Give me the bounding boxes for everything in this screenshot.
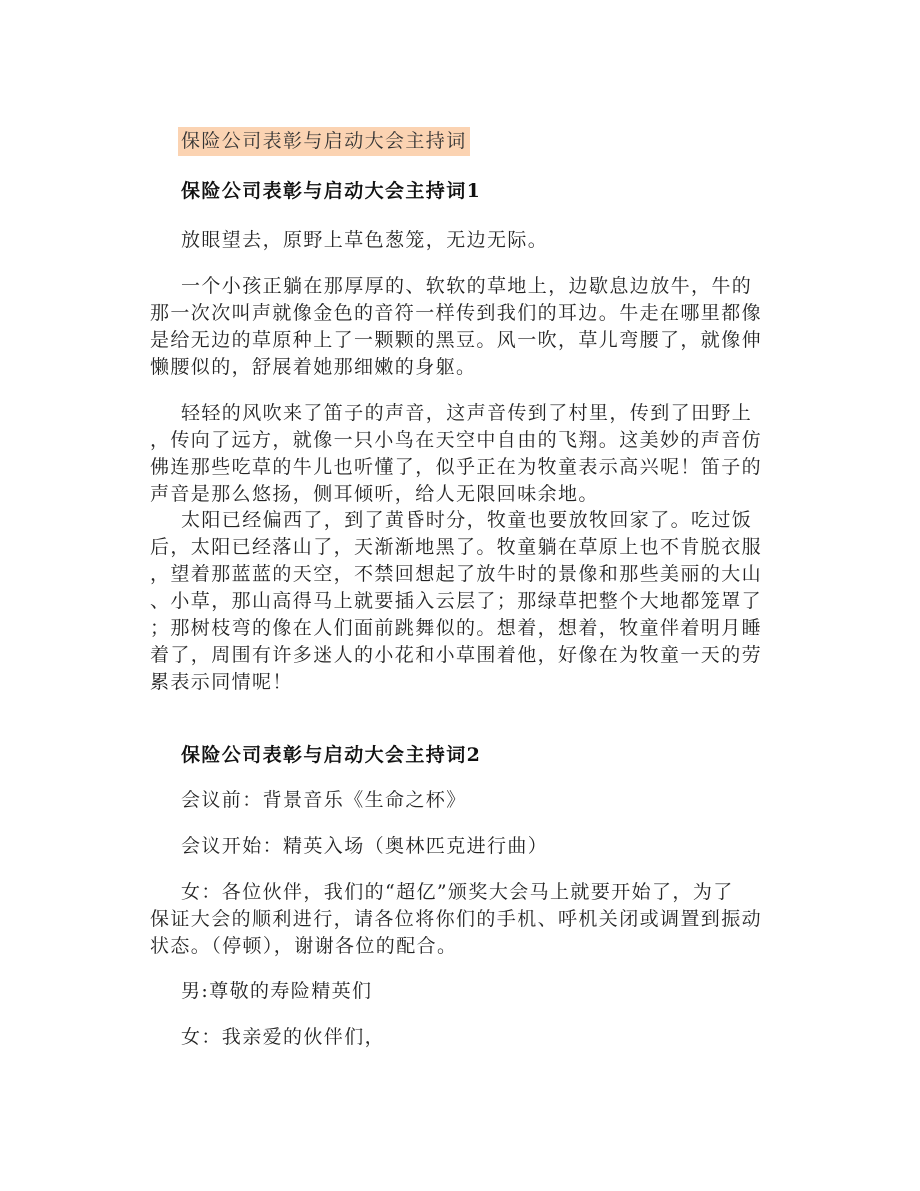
paragraph-line: 会议开始：精英入场（奥林匹克进行曲）	[181, 835, 549, 857]
paragraph	[150, 1024, 780, 1051]
paragraph-line: 太阳已经偏西了，到了黄昏时分，牧童也要放牧回家了。吃过饭	[181, 509, 753, 531]
paragraph-line: 是给无边的草原种上了一颗颗的黑豆。风一吹，草儿弯腰了，就像伸	[150, 329, 763, 351]
paragraph-line: 女：各位伙伴，我们的“超亿”颁奖大会马上就要开始了，为了	[181, 881, 734, 903]
paragraph-line: 会议前：背景音乐《生命之杯》	[181, 789, 467, 811]
paragraph-line: 声音是那么悠扬，侧耳倾听，给人无限回味余地。	[150, 483, 599, 505]
paragraph	[150, 227, 780, 254]
paragraph-line: 保证大会的顺利进行，请各位将你们的手机、呼机关闭或调置到振动	[150, 908, 763, 930]
paragraph-line: 放眼望去，原野上草色葱笼，无边无际。	[181, 229, 549, 251]
paragraph-line: 女：我亲爱的伙伴们，	[181, 1026, 386, 1048]
paragraph	[150, 879, 780, 960]
paragraph-line: 一个小孩正躺在那厚厚的、软软的草地上，边歇息边放牛，牛的	[181, 275, 753, 297]
paragraph-line: 、小草，那山高得马上就要插入云层了；那绿草把整个大地都笼罩了	[150, 590, 763, 612]
section-heading: 保险公司表彰与启动大会主持词2	[181, 744, 482, 766]
paragraph-line: ；那树枝弯的像在人们面前跳舞似的。想着，想着，牧童伴着明月睡	[150, 617, 763, 639]
paragraph	[150, 833, 780, 860]
paragraph	[150, 400, 780, 508]
paragraph	[150, 978, 780, 1005]
paragraph-line: 状态。（停顿），谢谢各位的配合。	[150, 935, 458, 957]
paragraph	[150, 787, 780, 814]
paragraph-line: 后，太阳已经落山了，天渐渐地黑了。牧童躺在草原上也不肯脱衣服	[150, 536, 763, 558]
document-title: 保险公司表彰与启动大会主持词	[178, 127, 470, 156]
paragraph-line: 着了，周围有许多迷人的小花和小草围着他，好像在为牧童一天的劳	[150, 644, 763, 666]
section-heading: 保险公司表彰与启动大会主持词1	[181, 180, 482, 202]
paragraph-line: 男:尊敬的寿险精英们	[181, 980, 373, 1002]
paragraph-line: 轻轻的风吹来了笛子的声音，这声音传到了村里，传到了田野上	[181, 402, 753, 424]
paragraph-line: ，传向了远方，就像一只小鸟在天空中自由的飞翔。这美妙的声音仿	[150, 429, 763, 451]
paragraph	[150, 273, 780, 381]
paragraph-line: 佛连那些吃草的牛儿也听懂了，似乎正在为牧童表示高兴呢！笛子的	[150, 456, 763, 478]
paragraph-line: ，望着那蓝蓝的天空，不禁回想起了放牛时的景像和那些美丽的大山	[150, 563, 763, 585]
paragraph	[150, 507, 780, 696]
paragraph-line: 那一次次叫声就像金色的音符一样传到我们的耳边。牛走在哪里都像	[150, 302, 763, 324]
paragraph-line: 累表示同情呢！	[150, 671, 293, 693]
paragraph-line: 懒腰似的，舒展着她那细嫩的身躯。	[150, 356, 477, 378]
